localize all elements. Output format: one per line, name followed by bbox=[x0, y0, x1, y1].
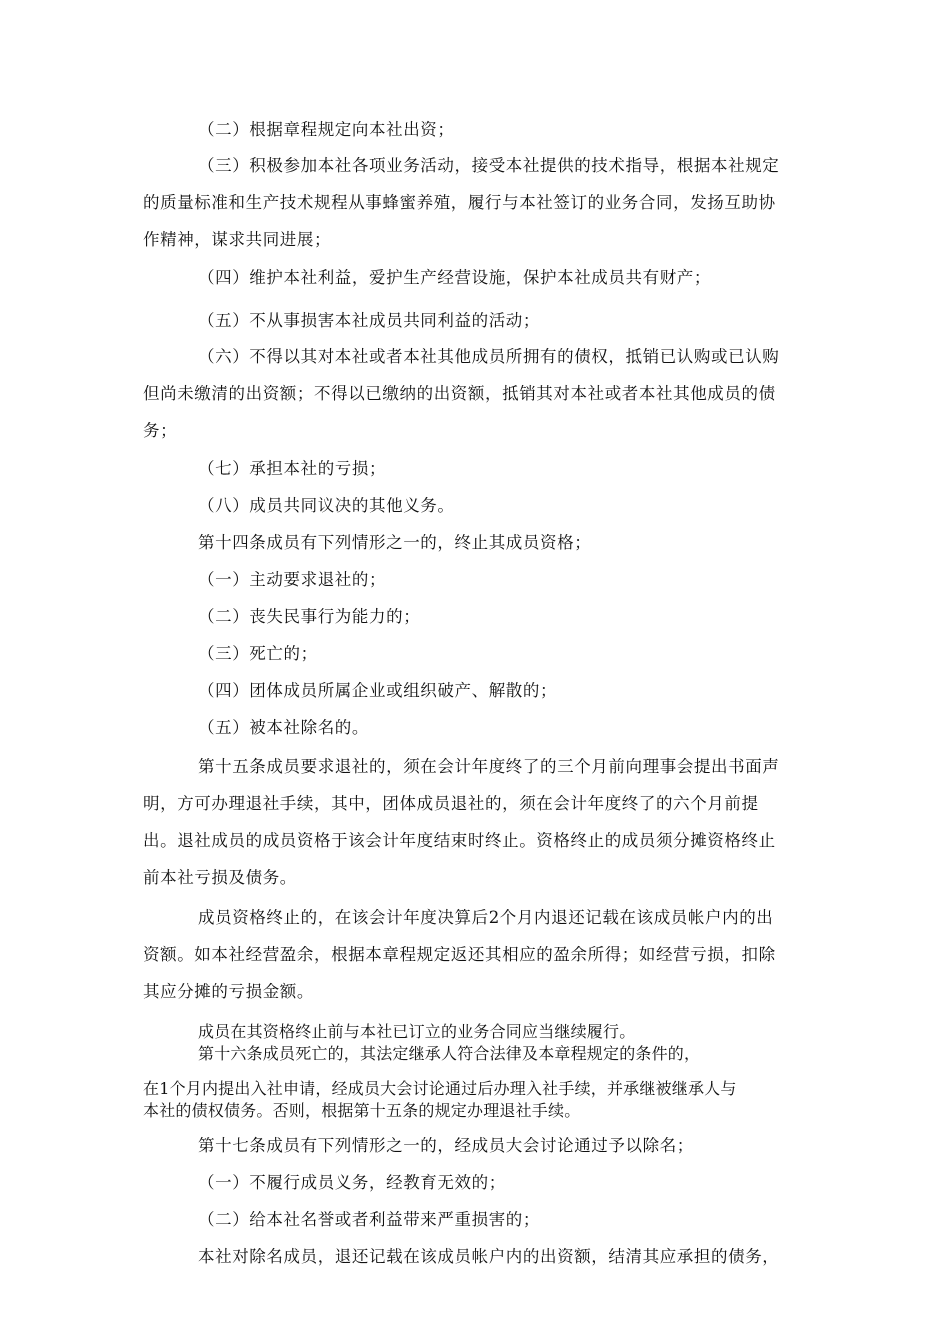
text-line: 第十四条成员有下列情形之一的，终止其成员资格； bbox=[198, 533, 592, 552]
text-line: （二）丧失民事行为能力的； bbox=[198, 607, 421, 626]
text-line: （八）成员共同议决的其他义务。 bbox=[198, 496, 455, 515]
text-line: （七）承担本社的亏损； bbox=[198, 459, 387, 478]
text-line: （五）被本社除名的。 bbox=[198, 718, 369, 737]
text-line: 前本社亏损及债务。 bbox=[143, 868, 297, 887]
text-line: 第十七条成员有下列情形之一的，经成员大会讨论通过予以除名； bbox=[198, 1136, 694, 1155]
text-line: （三）积极参加本社各项业务活动，接受本社提供的技术指导，根据本社规定 bbox=[198, 156, 780, 175]
text-line: 成员资格终止的，在该会计年度决算后2个月内退还记载在该成员帐户内的出 bbox=[198, 908, 774, 927]
text-line: 在1个月内提出入社申请，经成员大会讨论通过后办理入社手续，并承继被继承人与 bbox=[143, 1079, 737, 1098]
text-line: 本社的债权债务。否则，根据第十五条的规定办理退社手续。 bbox=[143, 1101, 581, 1120]
text-line: 成员在其资格终止前与本社已订立的业务合同应当继续履行。 bbox=[198, 1022, 636, 1041]
text-line: （一）不履行成员义务，经教育无效的； bbox=[198, 1173, 506, 1192]
text-line: 第十五条成员要求退社的，须在会计年度终了的三个月前向理事会提出书面声 bbox=[198, 757, 780, 776]
text-line: 第十六条成员死亡的，其法定继承人符合法律及本章程规定的条件的， bbox=[198, 1044, 701, 1063]
text-line: 但尚未缴清的出资额；不得以已缴纳的出资额，抵销其对本社或者本社其他成员的债 bbox=[143, 384, 776, 403]
text-line: 作精神，谋求共同进展； bbox=[143, 230, 332, 249]
text-line: 资额。如本社经营盈余，根据本章程规定返还其相应的盈余所得；如经营亏损，扣除 bbox=[143, 945, 776, 964]
text-line: （六）不得以其对本社或者本社其他成员所拥有的债权，抵销已认购或已认购 bbox=[198, 347, 780, 366]
text-line: 务； bbox=[143, 421, 178, 440]
text-line: 明，方可办理退社手续，其中，团体成员退社的，须在会计年度终了的六个月前提 bbox=[143, 794, 759, 813]
text-line: （五）不从事损害本社成员共同利益的活动； bbox=[198, 311, 540, 330]
text-line: （二）根据章程规定向本社出资； bbox=[198, 120, 455, 139]
text-line: 出。退社成员的成员资格于该会计年度结束时终止。资格终止的成员须分摊资格终止 bbox=[143, 831, 776, 850]
text-line: （四）维护本社利益，爱护生产经营设施，保护本社成员共有财产； bbox=[198, 268, 711, 287]
text-line: 本社对除名成员，退还记载在该成员帐户内的出资额，结清其应承担的债务， bbox=[198, 1247, 780, 1266]
text-line: 其应分摊的亏损金额。 bbox=[143, 982, 314, 1001]
text-line: （二）给本社名誉或者利益带来严重损害的； bbox=[198, 1210, 540, 1229]
text-line: （三）死亡的； bbox=[198, 644, 318, 663]
text-line: （四）团体成员所属企业或组织破产、解散的； bbox=[198, 681, 558, 700]
text-line: 的质量标准和生产技术规程从事蜂蜜养殖，履行与本社签订的业务合同，发扬互助协 bbox=[143, 193, 776, 212]
text-line: （一）主动要求退社的； bbox=[198, 570, 387, 589]
